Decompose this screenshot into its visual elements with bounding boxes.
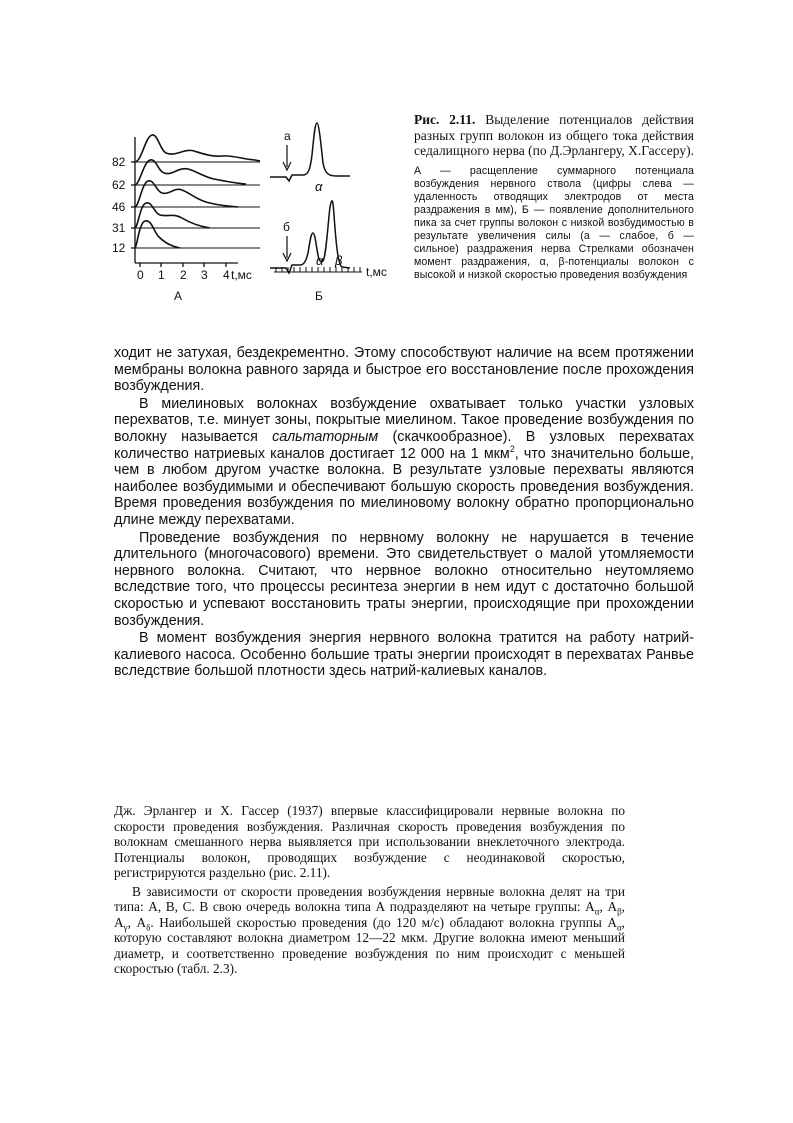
trace-82 (135, 135, 260, 162)
label-alpha-2: α (316, 253, 324, 268)
italic-term: сальтаторным (272, 428, 379, 445)
text-run: , что значительно больше, чем в любом другом участке волокна. В результате узловые перехваты являются наиболее возбудимыми и обеспечивают большую скорость проведения возбуждения. Время проведения возбуждения по миелиновому волокну обратно пропорционально длине между перехватами. (114, 445, 694, 528)
main-text (114, 345, 694, 680)
paragraph (114, 396, 694, 529)
caption-description: А — расщепление суммарного потенциала возбуждения нервного ствола (цифры слева — удаленность отводящих электродов от места раздражения в мм), Б — появление дополнительного пика за счет группы волокон с низкой возбудимостью в результате увеличения силы (а — слабое, б — сильное) раздражения нерва Стрелками обозначен момент раздражения, α, β-потенциалы волокон с высокой и низкой скоростью проведения возбуждения (414, 164, 694, 282)
text-run: , А (114, 899, 625, 930)
figure-svg (100, 115, 410, 315)
subscript: α (594, 906, 600, 917)
x-unit-label: t,мс (231, 268, 252, 282)
distance-label: 62 (112, 178, 126, 192)
paragraph: ходит не затухая, бездекрементно. Этому способствуют наличие на всем протяжении мембраны волокна равного заряда и быстрое его восстановление после прохождения возбуждения. (114, 345, 694, 395)
text-run: В зависимости от скорости проведения возбуждения нервные волокна делят на три типа: А, В, С. В свою очередь волокна типа А подразделяют на четыре группы: А (114, 883, 625, 914)
subscript: α (616, 922, 622, 933)
caption-figure-number: Рис. 2.11. (414, 112, 476, 127)
distance-label: 31 (112, 221, 126, 235)
excerpt-text (114, 803, 625, 977)
x-tick-label: 4 (223, 268, 230, 282)
x-tick-label: 0 (137, 268, 144, 282)
superscript: 2 (509, 443, 515, 454)
distance-label: 82 (112, 155, 126, 169)
paragraph: В момент возбуждения энергия нервного волокна тратится на работу натрий-калиевого насоса. Особенно большие траты энергии происходят в перехватах Ранвье вследствие большой плотности здесь натрий-калиевых каналов. (114, 630, 694, 680)
x-tick-label: 1 (158, 268, 165, 282)
text-run: (скачкообразное). В узловых перехватах количество натриевых каналов достигает 12 000 на 1 мкм (114, 428, 694, 462)
text-run: , А (599, 899, 618, 914)
panel-a-label: А (174, 289, 183, 303)
distance-label: 46 (112, 200, 126, 214)
subscript: γ (123, 922, 128, 933)
panel-b (270, 123, 362, 273)
text-run: . Наибольшей скоростью проведения (до 120 м/с) обладают волокна группы А (150, 914, 617, 930)
label-b: б (283, 220, 290, 234)
figure-caption (414, 112, 694, 282)
subscript: δ (146, 922, 151, 933)
trace-12 (135, 221, 180, 248)
text-run: , А (127, 914, 147, 930)
subscript: β (617, 906, 622, 917)
text-run: В миелиновых волокнах возбуждение охватывает только участки узловых перехватов, т.е. минует зоны, покрытые миелином. Такое проведение возбуждения по волокну называется (114, 395, 694, 445)
panel-b-label: Б (315, 289, 323, 303)
trace-weak (270, 123, 350, 181)
panel-a (131, 135, 260, 267)
label-beta: β (335, 253, 343, 268)
paragraph: Дж. Эрлангер и X. Гассер (1937) впервые классифицировали нервные волокна по скорости проведения возбуждения. Различная скорость проведения возбуждения по волокнам смешанного нерва выявляется при использовании внеклеточного электрода. Потенциалы волокон, проводящих возбуждение с неодинаковой скоростью, регистрируются раздельно (рис. 2.11). (114, 803, 625, 880)
x-tick-label: 3 (201, 268, 208, 282)
time-unit-label: t,мс (366, 265, 387, 279)
text-run: , которую составляют волокна диаметром 12—22 мкм. Другие волокна имеют меньший диаметр, и соответственно проведение возбуждения по ним происходит с меньшей скоростью (табл. 2.3). (114, 914, 625, 976)
figure-2-11 (100, 115, 410, 315)
label-a: а (284, 129, 291, 143)
paragraph: Проведение возбуждения по нервному волокну не нарушается в течение длительного (многочасового) времени. Это свидетельствует о малой утомляемости нервного волокна. Считают, что нервное волокно относительно неутомляемо вследствие того, что процессы ресинтеза энергии в нем идут с достаточно большой скоростью и успевают восстановить траты энергии, происходящие при прохождении возбуждения. (114, 529, 694, 629)
paragraph (114, 884, 625, 977)
caption-title (414, 112, 694, 159)
caption-title-text: Выделение потенциалов действия разных групп волокон из общего тока действия седалищного нерва (по Д.Эрлангеру, Х.Гассеру). (414, 112, 694, 158)
distance-label: 12 (112, 241, 126, 255)
x-tick-label: 2 (180, 268, 187, 282)
label-alpha: α (315, 179, 323, 194)
